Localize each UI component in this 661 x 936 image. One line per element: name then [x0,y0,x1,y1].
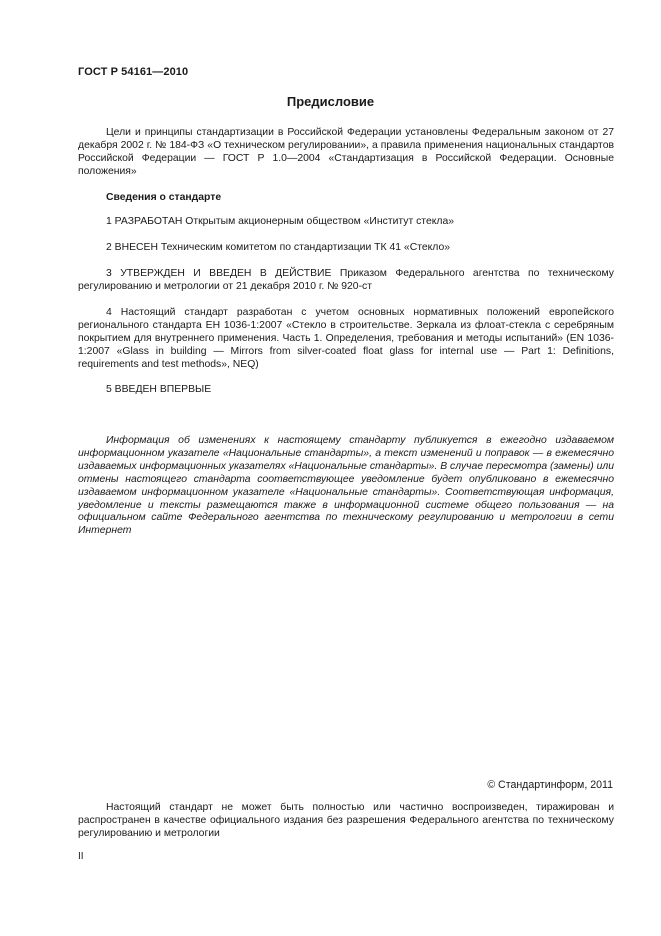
document-code: ГОСТ Р 54161—2010 [78,66,189,78]
item-first-introduced: 5 ВВЕДЕН ВПЕРВЫЕ [106,384,212,395]
item-basis: 4 Настоящий стандарт разработан с учетом основных нормативных положений европейского регионального стандарта ЕН 1036-1:2007 «Стекло в строительстве. Зеркала из флоат-стекла с серебряным покрытием для внутреннего применения. Часть 1. Определения, требования и методы испытаний» (EN 1036-1:2007 «Glass in building — Mirrors from silver-coated float glass for internal use — Part 1: Definitions, requirements and test methods», NEQ) [78,307,614,370]
page-title: Предисловие [286,94,375,109]
section-title: Сведения о стандарте [106,192,222,203]
item-introduced: 2 ВНЕСЕН Техническим комитетом по стандартизации ТК 41 «Стекло» [106,242,451,253]
info-notice: Информация об изменениях к настоящему стандарту публикуется в ежегодно издаваемом информационном указателе «Национальные стандарты», а текст изменений и поправок — в ежемесячно издаваемых информационных указателях «Национальные стандарты». В случае пересмотра (замены) или отмены настоящего стандарта соответствующее уведомление будет опубликовано в ежемесячно издаваемом информационном указателе «Национальные стандарты». Соответствующая информация, уведомление и тексты размещаются также в информационной системе общего пользования — на официальном сайте Федерального агентства по техническому регулированию и метрологии в сети Интернет [78,435,614,537]
item-developed: 1 РАЗРАБОТАН Открытым акционерным обществом «Институт стекла» [106,216,455,227]
page-number: II [78,851,84,862]
intro-paragraph: Цели и принципы стандартизации в Российской Федерации установлены Федеральным законом от 27 декабря 2002 г. № 184-ФЗ «О техническом регулировании», а правила применения национальных стандартов Российской Федерации — ГОСТ Р 1.0—2004 «Стандартизация в Российской Федерации. Основные положения» [78,127,614,177]
copyright: © Стандартинформ, 2011 [487,779,613,791]
reproduction-notice: Настоящий стандарт не может быть полностью или частично воспроизведен, тиражирован и распространен в качестве официального издания без разрешения Федерального агентства по техническому регулированию и метрологии [78,802,614,839]
item-approved: 3 УТВЕРЖДЕН И ВВЕДЕН В ДЕЙСТВИЕ Приказом Федерального агентства по техническому регулированию и метрологии от 21 декабря 2010 г. № 920-ст [78,268,614,292]
